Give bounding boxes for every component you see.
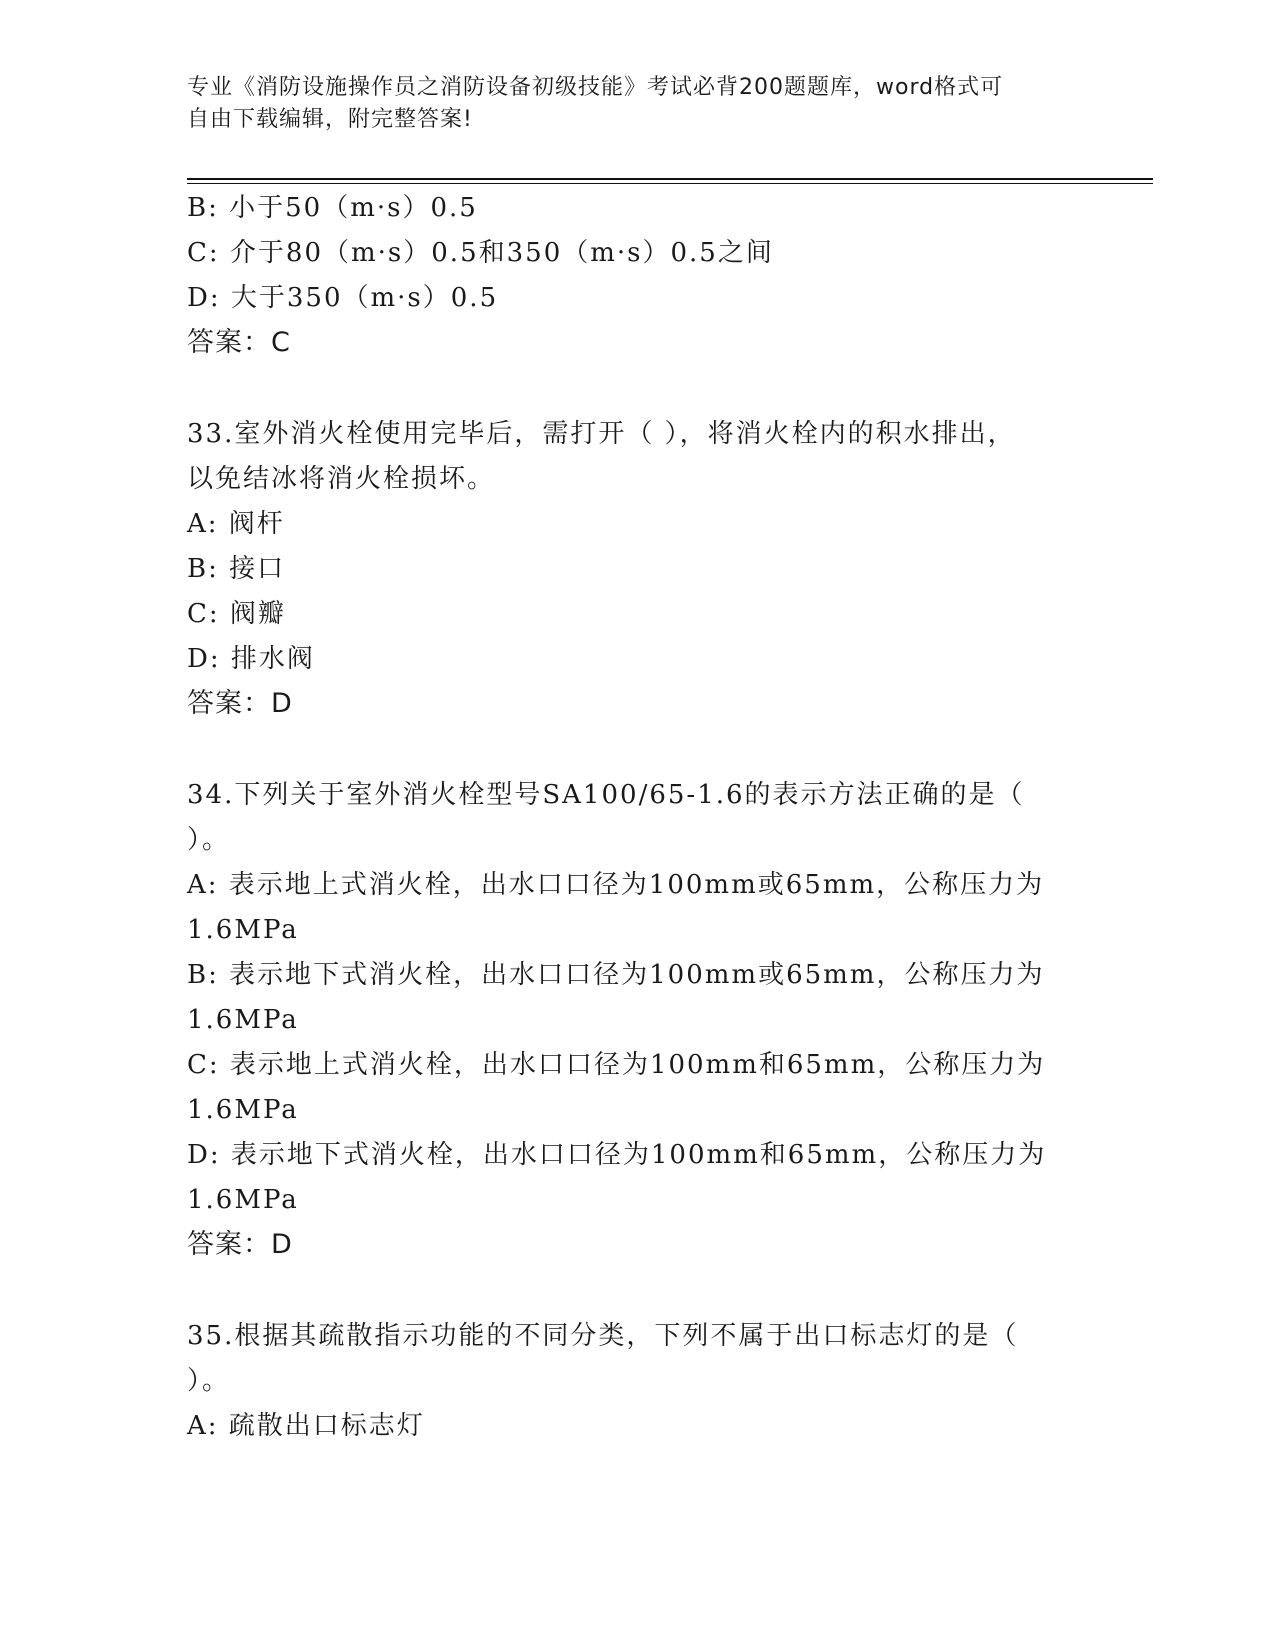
header-line-2: 自由下载编辑，附完整答案!	[187, 107, 473, 132]
q34-stem-line-1: 34.下列关于室外消火栓型号SA100/65-1.6的表示方法正确的是（	[187, 780, 1025, 810]
q34-option-d-line-2: 1.6MPa	[187, 1185, 299, 1215]
q34-option-c-line-1: C: 表示地上式消火栓，出水口口径为100mm和65mm，公称压力为	[187, 1050, 1046, 1080]
q35-stem-line-2: ）。	[187, 1366, 231, 1396]
q34-option-c-line-2: 1.6MPa	[187, 1095, 299, 1125]
q33-stem-line-1: 33.室外消火栓使用完毕后，需打开（ ），将消火栓内的积水排出，	[187, 419, 1016, 449]
q34-stem-line-2: ）。	[187, 825, 231, 855]
q33-option-c: C: 阀瓣	[187, 599, 286, 629]
q34-answer: 答案：D	[187, 1229, 293, 1260]
q33-option-b: B: 接口	[187, 554, 286, 584]
q34-option-b-line-1: B: 表示地下式消火栓，出水口口径为100mm或65mm，公称压力为	[187, 960, 1045, 990]
q35-option-a: A: 疏散出口标志灯	[187, 1411, 425, 1441]
q35-stem-line-1: 35.根据其疏散指示功能的不同分类，下列不属于出口标志灯的是（	[187, 1321, 1019, 1351]
q33-option-a: A: 阀杆	[187, 509, 285, 539]
header-divider-thin	[187, 183, 1153, 184]
q34-option-d-line-1: D: 表示地下式消火栓，出水口口径为100mm和65mm，公称压力为	[187, 1140, 1047, 1170]
q33-answer: 答案：D	[187, 688, 293, 719]
q34-option-a-line-2: 1.6MPa	[187, 915, 299, 945]
q32-answer: 答案：C	[187, 327, 291, 358]
q33-stem-line-2: 以免结冰将消火栓损坏。	[187, 464, 496, 494]
q34-option-a-line-1: A: 表示地上式消火栓，出水口口径为100mm或65mm，公称压力为	[187, 870, 1045, 900]
q32-option-c: C: 介于80（m·s）0.5和350（m·s）0.5之间	[187, 238, 774, 268]
header-divider-thick	[187, 178, 1153, 180]
q34-option-b-line-2: 1.6MPa	[187, 1005, 299, 1035]
header-line-1: 专业《消防设施操作员之消防设备初级技能》考试必背200题题库，word格式可	[187, 75, 1004, 100]
q32-option-b: B: 小于50（m·s）0.5	[187, 193, 478, 223]
q33-option-d: D: 排水阀	[187, 644, 315, 674]
page-header	[187, 72, 1067, 136]
q32-option-d: D: 大于350（m·s）0.5	[187, 283, 499, 313]
